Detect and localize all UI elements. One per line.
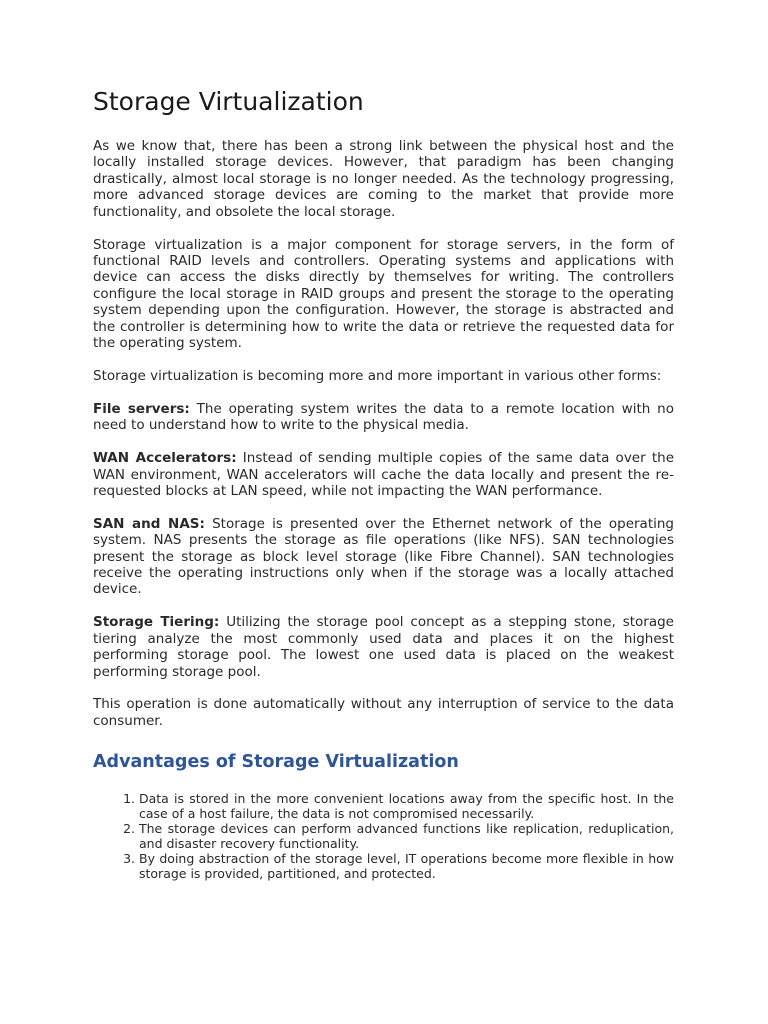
wan-accelerators-term: WAN Accelerators: bbox=[93, 450, 237, 467]
storage-tiering-text: Utilizing the storage pool concept as a stepping stone, storage tiering analyze the most commonly used data and places it on the highest performing storage pool. The lowest one used data is placed on the weakest performing storage pool. bbox=[93, 614, 674, 680]
file-servers-text: The operating system writes the data to a remote location with no need to understand how to write to the physical media. bbox=[93, 400, 674, 434]
file-servers-term: File servers: bbox=[93, 400, 190, 417]
storage-tiering-paragraph bbox=[93, 614, 674, 680]
advantages-list-item: 1. Data is stored in the more convenient locations away from the specific host. In the case of a host failure, the data is not compromised necessarily. bbox=[139, 791, 674, 821]
san-nas-paragraph bbox=[93, 516, 674, 598]
closing-paragraph: This operation is done automatically without any interruption of service to the data consumer. bbox=[93, 696, 674, 729]
wan-accelerators-paragraph bbox=[93, 450, 674, 499]
advantages-list bbox=[93, 791, 674, 881]
forms-intro-paragraph: Storage virtualization is becoming more and more important in various other forms: bbox=[93, 367, 662, 384]
advantages-list-item: 2. The storage devices can perform advanced functions like replication, reduplication, and disaster recovery functionality. bbox=[139, 821, 674, 851]
page-title: Storage Virtualization bbox=[93, 87, 364, 116]
advantages-list-item: 3. By doing abstraction of the storage level, IT operations become more flexible in how storage is provided, partitioned, and protected. bbox=[139, 851, 674, 881]
wan-accelerators-text: Instead of sending multiple copies of the same data over the WAN environment, WAN accelerators will cache the data locally and present the re-requested blocks at LAN speed, while not impacting the WAN performance. bbox=[93, 450, 674, 499]
intro-paragraph: As we know that, there has been a strong link between the physical host and the locally installed storage devices. However, that paradigm has been changing drastically, almost local storage is no longer needed. As the technology progressing, more advanced storage devices are coming to the market that provide more functionality, and obsolete the local storage. bbox=[93, 138, 674, 220]
san-nas-term: SAN and NAS: bbox=[93, 515, 205, 532]
file-servers-paragraph bbox=[93, 401, 674, 434]
san-nas-text: Storage is presented over the Ethernet network of the operating system. NAS presents the storage as file operations (like NFS). SAN technologies present the storage as block level storage (like Fibre Channel). SAN technologies receive the operating instructions only when if the storage was a locally attached device. bbox=[93, 515, 675, 598]
advantages-heading: Advantages of Storage Virtualization bbox=[93, 752, 459, 773]
document-page bbox=[93, 86, 674, 881]
storage-tiering-term: Storage Tiering: bbox=[93, 614, 220, 631]
raid-paragraph: Storage virtualization is a major component for storage servers, in the form of functional RAID levels and controllers. Operating systems and applications with device can access the disks directly by themselves for writing. The controllers configure the local storage in RAID groups and present the storage to the operating system depending upon the configuration. However, the storage is abstracted and the controller is determining how to write the data or retrieve the requested data for the operating system. bbox=[93, 236, 674, 351]
